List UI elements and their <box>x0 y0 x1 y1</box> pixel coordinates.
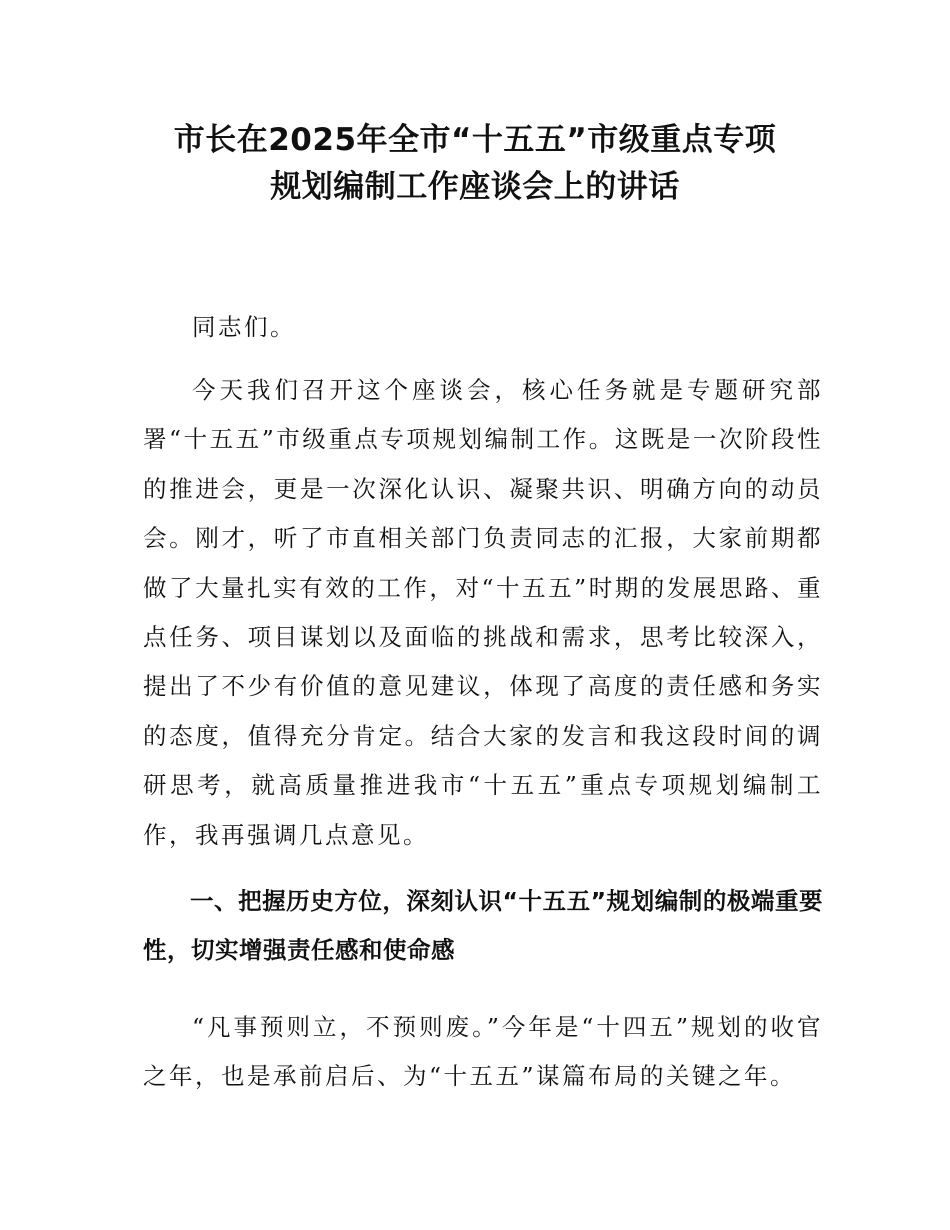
body-paragraph-1: 今天我们召开这个座谈会，核心任务就是专题研究部署“十五五”市级重点专项规划编制工作。这既是一次阶段性的推进会，更是一次深化认识、凝聚共识、明确方向的动员会。刚才，听了市直相关部门负责同志的汇报，大家前期都做了大量扎实有效的工作，对“十五五”时期的发展思路、重点任务、项目谋划以及面临的挑战和需求，思考比较深入，提出了不少有价值的意见建议，体现了高度的责任感和务实的态度，值得充分肯定。结合大家的发言和我这段时间的调研思考，就高质量推进我市“十五五”重点专项规划编制工作，我再强调几点意见。 <box>143 376 823 849</box>
document-title-line-1: 市长在2025年全市“十五五”市级重点专项 <box>173 122 777 158</box>
salutation: 同志们。 <box>192 313 296 341</box>
section-heading-1: 一、把握历史方位，深刻认识“十五五”规划编制的极端重要性，切实增强责任感和使命感 <box>143 887 823 965</box>
document-title-line-2: 规划编制工作座谈会上的讲话 <box>270 169 680 205</box>
body-paragraph-2: “凡事预则立，不预则废。”今年是“十四五”规划的收官之年，也是承前启后、为“十五五”谋篇布局的关键之年。 <box>143 1013 823 1091</box>
